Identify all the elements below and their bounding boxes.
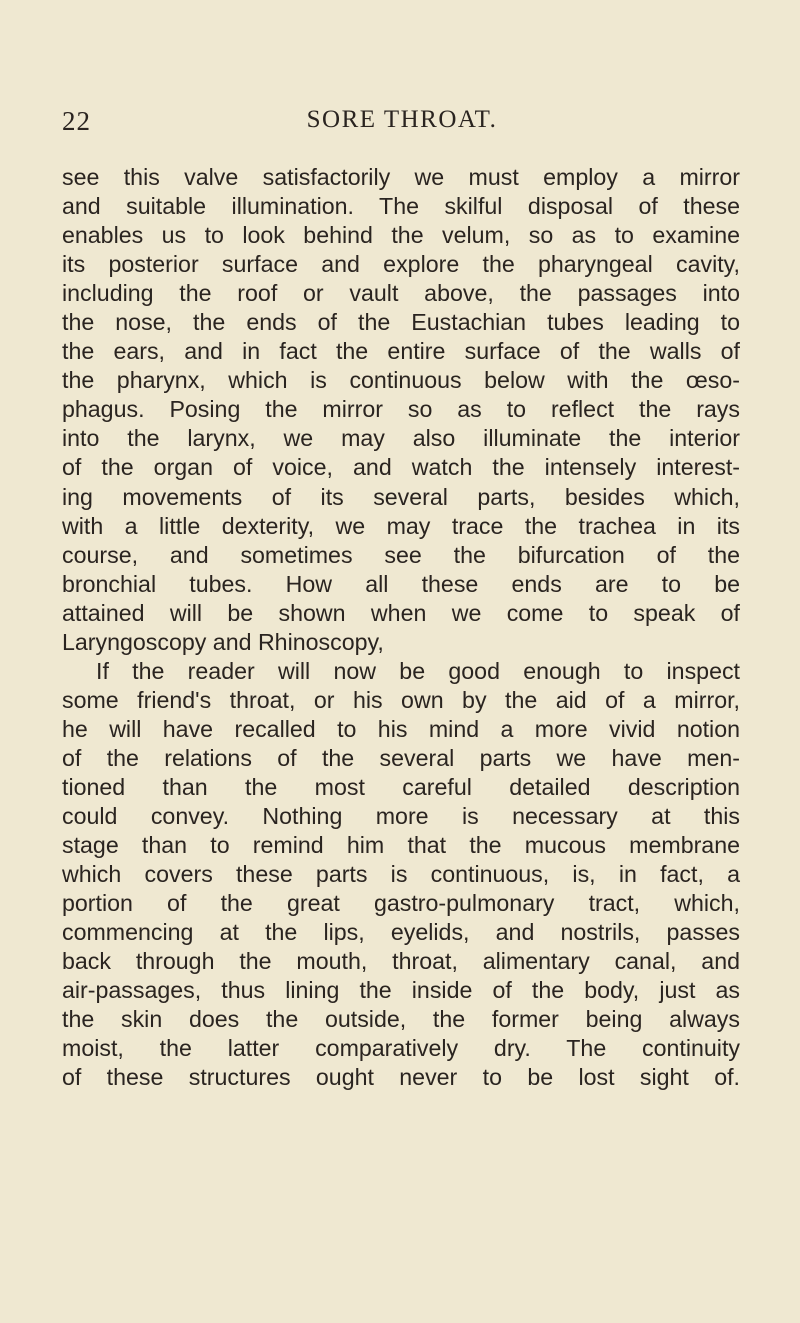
text-line: the skin does the outside, the former being always xyxy=(62,1006,740,1033)
text-line: which covers these parts is continuous, is, in fact, a xyxy=(62,861,740,888)
text-line: of the organ of voice, and watch the intensely interest- xyxy=(62,454,740,481)
text-line: tioned than the most careful detailed description xyxy=(62,773,740,800)
text-line: into the larynx, we may also illuminate the interior xyxy=(62,425,740,452)
text-line: enables us to look behind the velum, so as to examine xyxy=(62,222,740,249)
text-line: phagus. Posing the mirror so as to reflect the rays xyxy=(62,396,740,423)
text-line: ing movements of its several parts, besides which, xyxy=(62,483,740,510)
text-line: bronchial tubes. How all these ends are to be xyxy=(62,570,740,597)
text-line: the nose, the ends of the Eustachian tubes leading to xyxy=(62,309,740,336)
text-line: moist, the latter comparatively dry. The continuity xyxy=(62,1035,740,1062)
text-line: portion of the great gastro-pulmonary tract, which, xyxy=(62,890,740,917)
text-line: back through the mouth, throat, alimentary canal, and xyxy=(62,948,740,975)
text-line: see this valve satisfactorily we must employ a mirror xyxy=(62,164,740,190)
page-header xyxy=(62,106,742,140)
text-line: and suitable illumination. The skilful disposal of these xyxy=(62,193,740,220)
text-line: he will have recalled to his mind a more vivid notion xyxy=(62,715,740,742)
text-line: the pharynx, which is continuous below with the œso- xyxy=(62,367,740,394)
page-number: 22 xyxy=(62,106,91,136)
text-line: of the relations of the several parts we have men- xyxy=(62,744,740,771)
text-line: the ears, and in fact the entire surface of the walls of xyxy=(62,338,740,365)
text-line: some friend's throat, or his own by the aid of a mirror, xyxy=(62,686,740,713)
text-line: including the roof or vault above, the passages into xyxy=(62,280,740,307)
text-line: with a little dexterity, we may trace the trachea in its xyxy=(62,512,740,539)
text-line: If the reader will now be good enough to inspect xyxy=(96,657,740,684)
text-line: its posterior surface and explore the pharyngeal cavity, xyxy=(62,251,740,278)
running-head: SORE THROAT. xyxy=(306,106,498,133)
body-text xyxy=(62,163,740,1093)
text-line: course, and sometimes see the bifurcation of the xyxy=(62,541,740,568)
text-line: Laryngoscopy and Rhinoscopy, xyxy=(62,628,384,655)
text-line: stage than to remind him that the mucous membrane xyxy=(62,832,740,859)
text-line: of these structures ought never to be lost sight of. xyxy=(62,1064,740,1091)
text-line: could convey. Nothing more is necessary at this xyxy=(62,803,740,830)
text-line: commencing at the lips, eyelids, and nostrils, passes xyxy=(62,919,740,946)
text-line: air-passages, thus lining the inside of the body, just as xyxy=(62,977,740,1004)
text-line: attained will be shown when we come to speak of xyxy=(62,599,740,626)
